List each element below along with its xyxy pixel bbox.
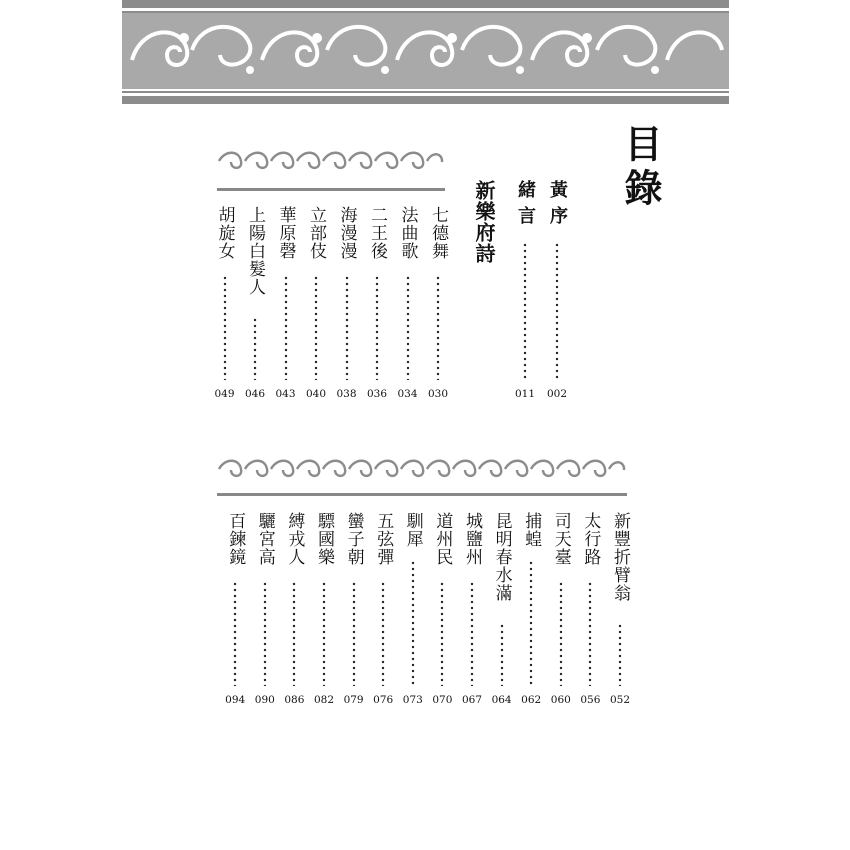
toc-entry-page: 073 [402, 694, 423, 706]
leader-dots [373, 581, 393, 686]
toc-entry-page: 064 [491, 694, 512, 706]
toc-entry-title: 太行路 [580, 512, 601, 566]
toc-entry-title: 黃序 [547, 180, 568, 232]
leader-dots [255, 581, 275, 686]
toc-entry-title: 道州民 [432, 512, 453, 566]
toc-entry-page: 011 [514, 388, 536, 400]
leader-dots [432, 581, 452, 686]
toc-entry-title: 二王後 [367, 206, 387, 260]
toc-entry-page: 067 [461, 694, 483, 706]
toc-entry-page: 034 [397, 388, 418, 400]
toc-entry-title: 城鹽州 [462, 512, 482, 566]
leader-dots [398, 275, 418, 380]
leader-dots [337, 275, 357, 380]
leader-dots [610, 623, 630, 686]
toc-entry-title: 捕蝗 [521, 512, 542, 548]
leader-dots [403, 560, 423, 686]
toc-entry-title: 新豐折臂翁 [610, 512, 630, 602]
toc-entry-title: 司天臺 [550, 512, 571, 566]
toc-entry-title: 七德舞 [428, 206, 448, 260]
leader-dots [344, 581, 364, 686]
ornamental-header-banner [122, 0, 729, 104]
toc-entry-title: 昆明春水滿 [491, 512, 512, 602]
page-title: 目錄 [618, 124, 663, 212]
toc-entry-page: 079 [343, 694, 364, 706]
toc-entry-title: 胡旋女 [214, 206, 235, 260]
toc-entry-title: 立部伎 [306, 206, 326, 260]
toc-entry-title: 海漫漫 [336, 206, 357, 260]
toc-entry-page: 056 [580, 694, 601, 706]
leader-dots [428, 275, 448, 380]
toc-entry-title: 華原磬 [275, 206, 296, 260]
toc-entry-page: 090 [254, 694, 275, 706]
toc-entry-title: 緒言 [515, 180, 536, 232]
toc-entry-page: 043 [275, 388, 296, 400]
section1-rule [217, 188, 445, 191]
toc-entry-page: 062 [521, 694, 542, 706]
toc-entry-page: 082 [313, 694, 335, 706]
toc-entry-title: 馴犀 [402, 512, 423, 548]
toc-entry-page: 040 [305, 388, 327, 400]
leader-dots [521, 560, 541, 686]
toc-entry-page: 094 [225, 694, 246, 706]
toc-entry-page: 049 [214, 388, 235, 400]
section-heading: 新樂府詩 [472, 180, 496, 264]
toc-entry-page: 038 [336, 388, 357, 400]
toc-entry-title: 驪宮高 [254, 512, 275, 566]
toc-entry-title: 法曲歌 [397, 206, 418, 260]
toc-entry-page: 030 [427, 388, 449, 400]
leader-dots [492, 623, 512, 686]
toc-entry-title: 縛戎人 [284, 512, 305, 566]
leader-dots [547, 242, 567, 380]
toc-entry-title: 百鍊鏡 [225, 512, 246, 566]
leader-dots [306, 275, 326, 380]
leader-dots [276, 275, 296, 380]
section1-ornament [217, 150, 444, 172]
toc-entry-title: 上陽白髮人 [245, 206, 265, 296]
leader-dots [245, 317, 265, 380]
section2-ornament [217, 458, 627, 480]
leader-dots [462, 581, 482, 686]
leader-dots [580, 581, 600, 686]
leader-dots [284, 581, 304, 686]
leader-dots [314, 581, 334, 686]
leader-dots [515, 242, 535, 380]
toc-entry-title: 驃國樂 [314, 512, 334, 566]
toc-entry-title: 五弦彈 [373, 512, 394, 566]
toc-entry-page: 036 [366, 388, 388, 400]
toc-entry-page: 086 [284, 694, 305, 706]
toc-entry-page: 076 [373, 694, 394, 706]
leader-dots [215, 275, 235, 380]
leader-dots [367, 275, 387, 380]
toc-entry-page: 002 [546, 388, 568, 400]
toc-entry-page: 060 [550, 694, 571, 706]
leader-dots [551, 581, 571, 686]
toc-entry-page: 046 [244, 388, 266, 400]
toc-entry-page: 070 [432, 694, 453, 706]
toc-entry-title: 蠻子朝 [343, 512, 364, 566]
section2-rule [217, 493, 627, 496]
leader-dots [225, 581, 245, 686]
toc-entry-page: 052 [609, 694, 631, 706]
